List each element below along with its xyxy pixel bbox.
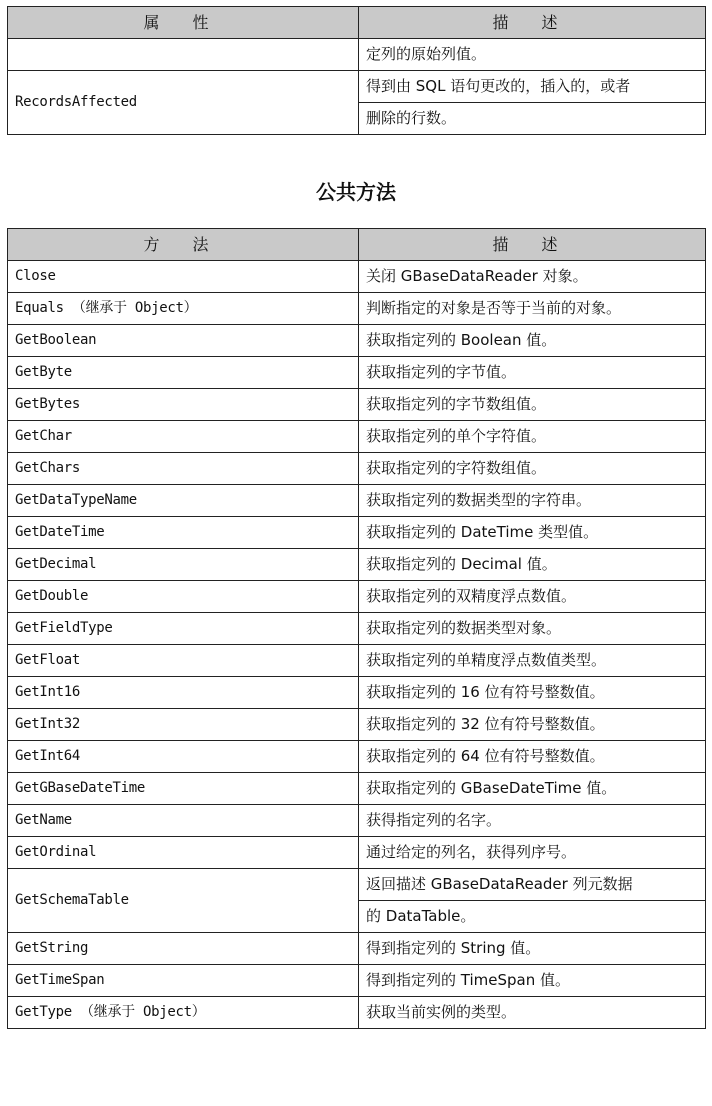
method-name: GetDataTypeName <box>8 485 359 517</box>
table-row <box>8 869 706 901</box>
method-description: 获得指定列的名字。 <box>359 805 706 837</box>
method-name: GetBoolean <box>8 325 359 357</box>
method-description: 判断指定的对象是否等于当前的对象。 <box>359 293 706 325</box>
method-description: 通过给定的列名，获得列序号。 <box>359 837 706 869</box>
table-row <box>8 741 706 773</box>
table-row <box>8 357 706 389</box>
method-description: 获取指定列的字符数组值。 <box>359 453 706 485</box>
table-row <box>8 517 706 549</box>
property-description-line1: 得到由 SQL 语句更改的，插入的，或者 <box>359 71 706 103</box>
method-name: GetDouble <box>8 581 359 613</box>
method-name: GetString <box>8 933 359 965</box>
header-description: 描 述 <box>359 229 706 261</box>
table-row <box>8 965 706 997</box>
method-description: 获取当前实例的类型。 <box>359 997 706 1029</box>
method-description-line2: 的 DataTable。 <box>359 901 706 933</box>
section-title: 公共方法 <box>316 180 396 204</box>
table-row <box>8 549 706 581</box>
method-name: GetChars <box>8 453 359 485</box>
method-description: 获取指定列的数据类型的字符串。 <box>359 485 706 517</box>
method-description: 获取指定列的字节数组值。 <box>359 389 706 421</box>
property-description-line2: 删除的行数。 <box>359 103 706 135</box>
table-row <box>8 71 706 103</box>
method-description: 获取指定列的 16 位有符号整数值。 <box>359 677 706 709</box>
header-method: 方 法 <box>8 229 359 261</box>
method-name: GetDateTime <box>8 517 359 549</box>
table-row <box>8 325 706 357</box>
methods-table <box>7 228 706 1029</box>
table-row <box>8 645 706 677</box>
method-name: GetDecimal <box>8 549 359 581</box>
table-row <box>8 293 706 325</box>
method-description: 获取指定列的双精度浮点数值。 <box>359 581 706 613</box>
method-name: GetChar <box>8 421 359 453</box>
method-name: GetFloat <box>8 645 359 677</box>
table-row <box>8 389 706 421</box>
method-description-line1: 返回描述 GBaseDataReader 列元数据 <box>359 869 706 901</box>
method-description: 获取指定列的 GBaseDateTime 值。 <box>359 773 706 805</box>
property-name <box>8 39 359 71</box>
header-description: 描 述 <box>359 7 706 39</box>
method-name: GetName <box>8 805 359 837</box>
table-row <box>8 933 706 965</box>
table-row <box>8 39 706 71</box>
table-row <box>8 453 706 485</box>
table-row <box>8 837 706 869</box>
method-name: GetTimeSpan <box>8 965 359 997</box>
method-name: Close <box>8 261 359 293</box>
table-row <box>8 677 706 709</box>
method-description: 获取指定列的 Decimal 值。 <box>359 549 706 581</box>
method-name: Equals （继承于 Object） <box>8 293 359 325</box>
method-name: GetOrdinal <box>8 837 359 869</box>
table-row <box>8 261 706 293</box>
method-name: GetFieldType <box>8 613 359 645</box>
method-name: GetSchemaTable <box>8 869 359 933</box>
table-row <box>8 709 706 741</box>
method-description: 得到指定列的 TimeSpan 值。 <box>359 965 706 997</box>
property-description: 定列的原始列值。 <box>359 39 706 71</box>
method-description: 获取指定列的 64 位有符号整数值。 <box>359 741 706 773</box>
method-name: GetByte <box>8 357 359 389</box>
method-name: GetInt64 <box>8 741 359 773</box>
method-description: 获取指定列的 Boolean 值。 <box>359 325 706 357</box>
method-description: 获取指定列的数据类型对象。 <box>359 613 706 645</box>
table-row <box>8 773 706 805</box>
method-name: GetInt32 <box>8 709 359 741</box>
method-description: 获取指定列的 32 位有符号整数值。 <box>359 709 706 741</box>
header-property: 属 性 <box>8 7 359 39</box>
table-row <box>8 613 706 645</box>
method-description: 获取指定列的单个字符值。 <box>359 421 706 453</box>
method-description: 关闭 GBaseDataReader 对象。 <box>359 261 706 293</box>
method-name: GetType （继承于 Object） <box>8 997 359 1029</box>
method-name: GetBytes <box>8 389 359 421</box>
method-description: 得到指定列的 String 值。 <box>359 933 706 965</box>
property-name: RecordsAffected <box>8 71 359 135</box>
method-description: 获取指定列的字节值。 <box>359 357 706 389</box>
table-header-row <box>8 7 706 39</box>
table-row <box>8 805 706 837</box>
table-row <box>8 421 706 453</box>
table-row <box>8 485 706 517</box>
method-description: 获取指定列的单精度浮点数值类型。 <box>359 645 706 677</box>
method-description: 获取指定列的 DateTime 类型值。 <box>359 517 706 549</box>
properties-table <box>7 6 706 135</box>
table-header-row <box>8 229 706 261</box>
method-name: GetInt16 <box>8 677 359 709</box>
method-name: GetGBaseDateTime <box>8 773 359 805</box>
table-row <box>8 581 706 613</box>
table-row <box>8 997 706 1029</box>
